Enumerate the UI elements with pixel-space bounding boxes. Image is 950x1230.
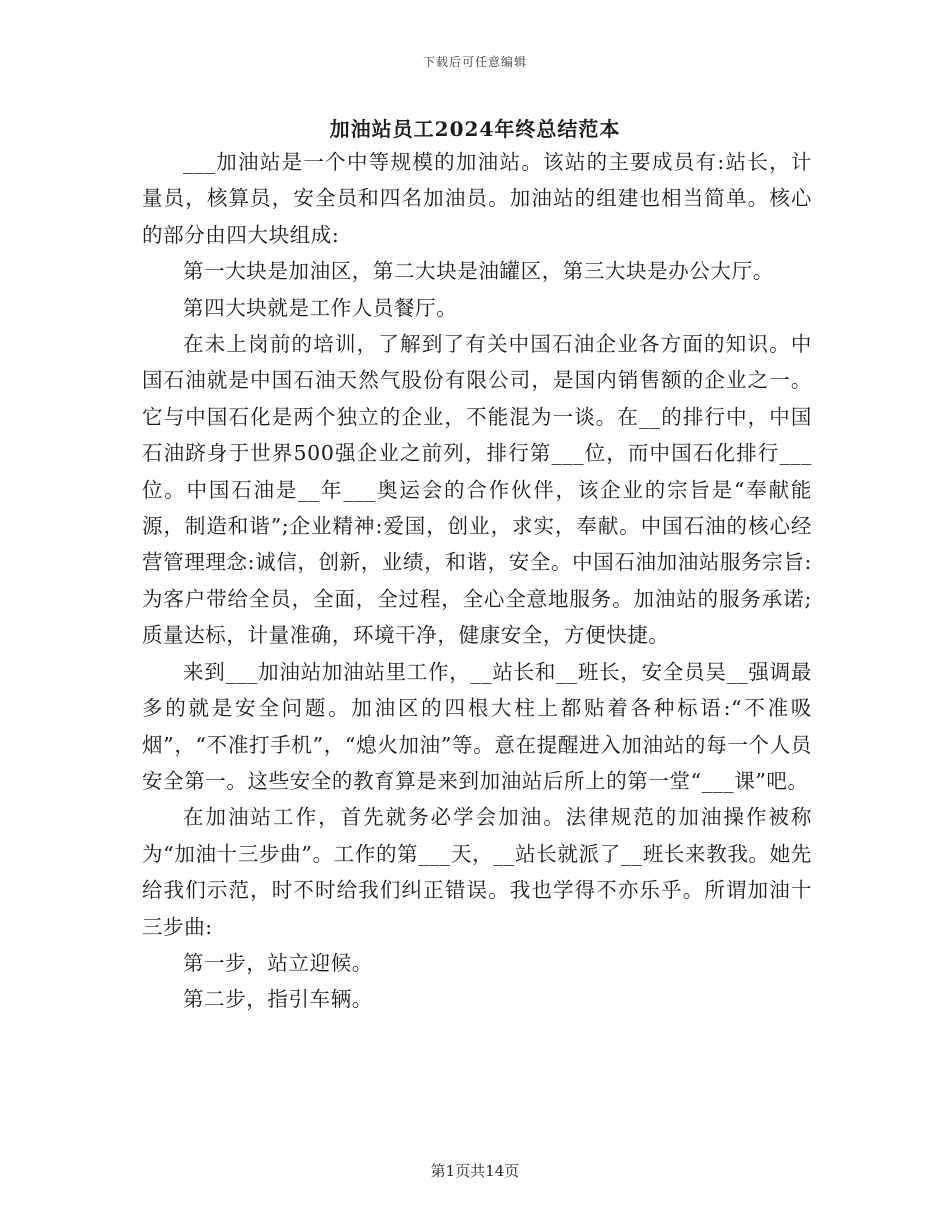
body-paragraph: 在加油站工作，首先就务必学会加油。法律规范的加油操作被称为“加油十三步曲”。工作的第___天，__站长就派了__班长来教我。她先给我们示范，时不时给我们纠正错误。我也学得不亦乐乎。所谓加油十三步曲: bbox=[142, 805, 812, 939]
page-footer: 第1页共14页 bbox=[430, 1162, 520, 1180]
body-paragraph: 在未上岗前的培训，了解到了有关中国石油企业各方面的知识。中国石油就是中国石油天然气股份有限公司，是国内销售额的企业之一。它与中国石化是两个独立的企业，不能混为一谈。在__的排行中，中国石油跻身于世界500强企业之前列，排行第___位，而中国石化排行___位。中国石油是__年___奥运会的合作伙伴，该企业的宗旨是“奉献能源，制造和谐”;企业精神:爱国，创业，求实，奉献。中国石油的核心经营管理理念:诚信，创新，业绩，和谐，安全。中国石油加油站服务宗旨:为客户带给全员，全面，全过程，全心全意地服务。加油站的服务承诺;质量达标，计量准确，环境干净，健康安全，方便快捷。 bbox=[142, 332, 812, 648]
document-body bbox=[142, 144, 812, 1018]
document-title: 加油站员工2024年终总结范本 bbox=[329, 117, 621, 141]
body-paragraph: 第二步，指引车辆。 bbox=[183, 987, 373, 1012]
body-paragraph: 第一大块是加油区，第二大块是油罐区，第三大块是办公大厅。 bbox=[183, 259, 774, 284]
body-paragraph: 来到___加油站加油站里工作，__站长和__班长，安全员吴__强调最多的就是安全问题。加油区的四根大柱上都贴着各种标语:“不准吸烟”，“不准打手机”，“熄火加油”等。意在提醒进入加油站的每一个人员安全第一。这些安全的教育算是来到加油站后所上的第一堂“___课”吧。 bbox=[142, 659, 812, 793]
body-paragraph: ___加油站是一个中等规模的加油站。该站的主要成员有:站长，计量员，核算员，安全员和四名加油员。加油站的组建也相当简单。核心的部分由四大块组成: bbox=[142, 150, 812, 247]
body-paragraph: 第一步，站立迎候。 bbox=[183, 950, 373, 975]
page-header-note: 下载后可任意编辑 bbox=[422, 55, 527, 69]
body-paragraph: 第四大块就是工作人员餐厅。 bbox=[183, 295, 458, 320]
